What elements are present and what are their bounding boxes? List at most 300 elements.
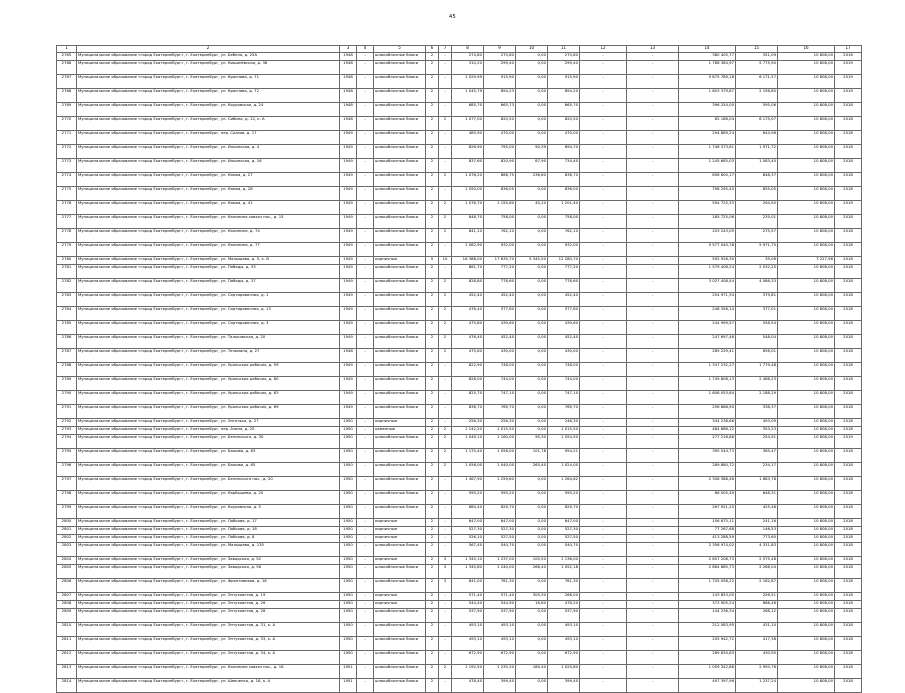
cost-per-sqm: 351,09 [736,53,778,61]
entrance-count: 2 [439,665,452,679]
wall-material: шлакоблочные блоки [374,159,426,173]
column-number-15: 15 [736,46,778,53]
wall-material: кирпичные [374,557,426,565]
reconstruction-year: - [357,679,374,693]
cost-per-sqm: 6 171,57 [736,75,778,89]
row-number: 2801 [57,527,77,535]
floor-count: 5 [426,257,439,265]
house-address: Муниципальное образование «город Екатеринбург», г. Екатеринбург, ул. Сортировочная, д. 3 [77,321,340,335]
planned-year: 2018 [835,243,862,257]
row-number: 2769 [57,103,77,117]
column-number-13: 13 [627,46,679,53]
repair-cost: 277 216,86 [679,435,736,449]
fund-column-12: - [580,131,627,145]
fund-column-12: - [580,565,627,579]
entrance-count: 2 [439,201,452,215]
repair-cost: 344 238,66 [679,419,736,427]
area-non-residential: 95,30 [516,435,548,449]
column-number-6: 6 [426,46,439,53]
fund-column-12: - [580,159,627,173]
area-residential: 781,30 [548,579,580,593]
build-year: 1948 [340,75,357,89]
planned-year: 2018 [835,491,862,505]
wall-material: шлакоблочные блоки [374,321,426,335]
reconstruction-year: - [357,579,374,593]
fund-column-13: - [627,335,679,349]
house-address: Муниципальное образование «город Екатеринбург», г. Екатеринбург, ул. Малышева, д. 135 [77,543,340,557]
area-residential: 629,70 [548,505,580,519]
max-cost-per-sqm: 10 808,00 [778,279,835,293]
house-address: Муниципальное образование «город Екатеринбург», г. Екатеринбург, ул. Сибина, д. 12, к. А [77,117,340,131]
area-non-residential: 0,00 [516,535,548,543]
total-area: 452,40 [452,293,484,307]
area-non-residential: 0,00 [516,491,548,505]
build-year: 1949 [340,307,357,321]
house-address: Муниципальное образование «город Екатеринбург», г. Екатеринбург, ул. Малышева, д. 5, к. В [77,257,340,265]
table-row [57,579,862,593]
area-non-residential: 5 345,50 [516,257,548,265]
max-cost-per-sqm: 10 808,00 [778,505,835,519]
fund-column-12: - [580,651,627,665]
total-area: 493,10 [452,637,484,651]
total-area: 476,40 [452,307,484,321]
cost-per-sqm: 6 175,07 [736,117,778,131]
fund-column-12: - [580,145,627,159]
cost-per-sqm: 5 775,90 [736,61,778,75]
floor-count: 2 [426,377,439,391]
repair-cost: 185 725,06 [679,215,736,229]
area-residential: 527,50 [548,535,580,543]
column-number-8: 8 [452,46,484,53]
repair-cost: 203 243,05 [679,229,736,243]
area-residential: 399,40 [548,679,580,693]
cost-per-sqm: 35,06 [736,257,778,265]
wall-material: шлакоблочные блоки [374,491,426,505]
area-non-residential: 0,00 [516,307,548,321]
repair-cost: 244 999,57 [679,321,736,335]
repair-cost: 484 686,12 [679,427,736,435]
fund-column-13: - [627,293,679,307]
build-year: 1950 [340,543,357,557]
wall-material: шлакоблочные блоки [374,377,426,391]
floor-count: 2 [426,463,439,477]
table-row [57,89,862,103]
area-residential: 744,00 [548,377,580,391]
floor-count: 2 [426,527,439,535]
max-cost-per-sqm: 10 808,00 [778,159,835,173]
table-row [57,405,862,419]
house-address: Муниципальное образование «город Екатеринбург», г. Екатеринбург, ул. Калинина, д. 74 [77,229,340,243]
floor-count: 2 [426,61,439,75]
entrance-count: - [439,477,452,491]
house-address: Муниципальное образование «город Екатеринбург», г. Екатеринбург, ул. Ильинская, д. 4 [77,145,340,159]
fund-column-13: - [627,229,679,243]
entrance-count: - [439,601,452,609]
wall-material: кирпичные [374,535,426,543]
table-row [57,477,862,491]
fund-column-13: - [627,557,679,565]
fund-column-13: - [627,623,679,637]
table-row [57,103,862,117]
planned-year: 2018 [835,505,862,519]
area-residential: 778,60 [548,279,580,293]
fund-column-13: - [627,535,679,543]
house-address: Муниципальное образование «город Екатеринбург», г. Екатеринбург, ул. Шевченко, д. 18, к. А [77,679,340,693]
build-year: 1950 [340,565,357,579]
reconstruction-year: - [357,117,374,131]
build-year: 1950 [340,593,357,601]
cost-per-sqm: 294,50 [736,201,778,215]
area-residential: 12 280,70 [548,257,580,265]
entrance-count: - [439,505,452,519]
table-row [57,335,862,349]
area-residential: 246,30 [548,419,580,427]
floor-count: 2 [426,449,439,463]
reconstruction-year: - [357,637,374,651]
column-number-1: 1 [57,46,77,53]
planned-year: 2018 [835,265,862,279]
build-year: 1949 [340,335,357,349]
area-premises: 748,00 [484,363,516,377]
fund-column-12: - [580,187,627,201]
row-number: 2789 [57,377,77,391]
wall-material: шлакоблочные блоки [374,293,426,307]
area-premises: 439,60 [484,321,516,335]
fund-column-13: - [627,159,679,173]
cost-per-sqm: 2 188,29 [736,391,778,405]
house-address: Муниципальное образование «город Екатеринбург», г. Екатеринбург, ул. Коуровская, д. 5 [77,505,340,519]
cost-per-sqm: 1 779,48 [736,363,778,377]
wall-material: шлакоблочные блоки [374,477,426,491]
floor-count: 2 [426,243,439,257]
cost-per-sqm: 417,38 [736,637,778,651]
max-cost-per-sqm: 10 808,00 [778,229,835,243]
house-address: Муниципальное образование «город Екатеринбург», г. Екатеринбург, ул. Коуровская, д. 24 [77,103,340,117]
repair-cost: 1 749 808,13 [679,377,736,391]
floor-count: 2 [426,665,439,679]
house-address: Муниципальное образование «город Екатеринбург», г. Екатеринбург, ул. Уральских рабочих, д. 63 [77,391,340,405]
entrance-count: - [439,243,452,257]
reconstruction-year: - [357,363,374,377]
total-area: 848,70 [452,215,484,229]
total-area: 672,90 [452,651,484,665]
area-non-residential: 0,00 [516,405,548,419]
entrance-count: - [439,61,452,75]
area-residential: 595,20 [548,491,580,505]
reconstruction-year: - [357,173,374,187]
table-row [57,257,862,265]
fund-column-13: - [627,187,679,201]
repair-cost: 256 868,90 [679,405,736,419]
total-area: 571,40 [452,593,484,601]
fund-column-12: - [580,335,627,349]
fund-column-13: - [627,419,679,427]
reconstruction-year: - [357,349,374,363]
total-area: 475,60 [452,349,484,363]
wall-material: шлакоблочные блоки [374,279,426,293]
total-area: 1 345,80 [452,565,484,579]
planned-year: 2018 [835,229,862,243]
row-number: 2783 [57,293,77,307]
total-area: 1 050,00 [452,187,484,201]
area-residential: 1 264,62 [548,477,580,491]
cost-per-sqm: 4 331,83 [736,543,778,557]
planned-year: 2018 [835,449,862,463]
house-address: Муниципальное образование «город Екатеринбург», г. Екатеринбург, ул. Калинина, д. 77 [77,243,340,257]
reconstruction-year: - [357,593,374,601]
row-number: 2807 [57,593,77,601]
area-premises: 769,70 [484,405,516,419]
area-residential: 820,50 [548,117,580,131]
reconstruction-year: - [357,535,374,543]
max-cost-per-sqm: 10 808,00 [778,665,835,679]
cost-per-sqm: 377,01 [736,307,778,321]
cost-per-sqm: 595,06 [736,103,778,117]
build-year: 1949 [340,159,357,173]
fund-column-13: - [627,173,679,187]
fund-column-13: - [627,679,679,693]
total-area: 1 467,90 [452,477,484,491]
entrance-count: - [439,377,452,391]
fund-column-12: - [580,89,627,103]
house-address: Муниципальное образование «город Екатеринбург», г. Екатеринбург, ул. Энтузиастов, д. 31, к. А [77,623,340,637]
table-row [57,145,862,159]
fund-column-12: - [580,435,627,449]
entrance-count: - [439,145,452,159]
fund-column-13: - [627,651,679,665]
max-cost-per-sqm: 10 808,00 [778,405,835,419]
build-year: 1949 [340,321,357,335]
fund-column-13: - [627,243,679,257]
build-year: 1950 [340,651,357,665]
table-row [57,449,862,463]
total-area: 826,90 [452,145,484,159]
entrance-count: - [439,391,452,405]
table-row [57,377,862,391]
build-year: 1950 [340,623,357,637]
row-number: 2768 [57,89,77,103]
total-area: 1 056,00 [452,463,484,477]
fund-column-13: - [627,391,679,405]
table-row [57,535,862,543]
area-premises: 299,40 [484,61,516,75]
area-residential: 836,00 [548,187,580,201]
build-year: 1949 [340,405,357,419]
cost-per-sqm: 430,95 [736,651,778,665]
cost-per-sqm: 648,31 [736,491,778,505]
table-row [57,637,862,651]
entrance-count: - [439,637,452,651]
repair-cost: 77 267,68 [679,527,736,535]
reconstruction-year: - [357,145,374,159]
area-premises: 894,23 [484,89,516,103]
column-number-3: 3 [340,46,357,53]
house-address: Муниципальное образование «город Екатеринбург», г. Екатеринбург, ул. Камка, д. 27 [77,173,340,187]
total-area: 684,40 [452,505,484,519]
max-cost-per-sqm: 10 808,00 [778,679,835,693]
repair-cost: 1 803 379,87 [679,89,736,103]
area-non-residential: 87,90 [516,159,548,173]
row-number: 2812 [57,651,77,665]
column-number-11: 11 [548,46,580,53]
planned-year: 2018 [835,535,862,543]
wall-material: шлакоблочные блоки [374,215,426,229]
max-cost-per-sqm: 7 227,96 [778,257,835,265]
house-address: Муниципальное образование «город Екатеринбург», г. Екатеринбург, ул. Кишинёвская, д. 38 [77,61,340,75]
area-residential: 527,30 [548,527,580,535]
area-non-residential: 0,00 [516,419,548,427]
area-non-residential: 0,00 [516,53,548,61]
entrance-count: 2 [439,463,452,477]
table-row [57,527,862,535]
table-row [57,665,862,679]
entrance-count: 2 [439,307,452,321]
wall-material: шлакоблочные блоки [374,391,426,405]
cost-per-sqm: 235,01 [736,215,778,229]
house-address: Муниципальное образование «город Екатеринбург», г. Екатеринбург, ул. Энгельса, д. 27 [77,419,340,427]
total-area: 475,80 [452,321,484,335]
house-address: Муниципальное образование «город Екатеринбург», г. Екатеринбург, ул. Уральских рабочих, д. 60 [77,377,340,391]
floor-count: 2 [426,535,439,543]
row-number: 2796 [57,463,77,477]
entrance-count: 2 [439,349,452,363]
repair-cost: 5 577 040,78 [679,243,736,257]
planned-year: 2018 [835,419,862,427]
max-cost-per-sqm: 10 808,00 [778,363,835,377]
house-address: Муниципальное образование «город Екатеринбург», г. Екатеринбург, ул. Лобкова, д. 18 [77,527,340,535]
fund-column-12: - [580,117,627,131]
table-row [57,279,862,293]
build-year: 1950 [340,519,357,527]
cost-per-sqm: 5 971,75 [736,243,778,257]
house-address: Муниципальное образование «город Екатеринбург», г. Екатеринбург, ул. Белинского, д. 30 [77,435,340,449]
table-row [57,61,862,75]
entrance-count: 3 [439,565,452,579]
build-year: 1950 [340,491,357,505]
repair-cost: 390 544,73 [679,449,736,463]
fund-column-12: - [580,679,627,693]
build-year: 1949 [340,257,357,265]
fund-column-12: - [580,601,627,609]
table-row [57,679,862,693]
wall-material: шлакоблочные блоки [374,117,426,131]
area-residential: 894,20 [548,89,580,103]
build-year: 1949 [340,131,357,145]
reconstruction-year: - [357,265,374,279]
total-area: 841,10 [452,229,484,243]
fund-column-12: - [580,405,627,419]
area-premises: 540,70 [484,543,516,557]
fund-column-12: - [580,349,627,363]
area-non-residential: 0,00 [516,229,548,243]
wall-material: шлакоблочные блоки [374,187,426,201]
floor-count: 2 [426,405,439,419]
entrance-count: 2 [439,435,452,449]
repair-cost: 1 786 384,97 [679,61,736,75]
row-number: 2809 [57,609,77,623]
cost-per-sqm: 848,37 [736,173,778,187]
wall-material: шлакоблочные блоки [374,61,426,75]
table-row [57,601,862,609]
wall-material: шлакоблочные блоки [374,131,426,145]
area-residential: 299,40 [548,61,580,75]
area-non-residential: 265,40 [516,463,548,477]
area-residential: 1 201,40 [548,201,580,215]
planned-year: 2018 [835,159,862,173]
area-non-residential: 0,00 [516,103,548,117]
area-premises: 1 015,50 [484,427,516,435]
column-number-17: 17 [835,46,862,53]
repair-cost: 497 397,96 [679,679,736,693]
entrance-count: 2 [439,117,452,131]
floor-count: 2 [426,307,439,321]
entrance-count: - [439,609,452,623]
planned-year: 2018 [835,679,862,693]
reconstruction-year: - [357,293,374,307]
entrance-count: - [439,519,452,527]
build-year: 1949 [340,229,357,243]
area-non-residential: 0,00 [516,321,548,335]
area-non-residential: 16,80 [516,601,548,609]
total-area: 837,60 [452,159,484,173]
area-premises: 836,05 [484,187,516,201]
wall-material: шлакоблочные блоки [374,505,426,519]
build-year: 1949 [340,145,357,159]
area-premises: 820,90 [484,159,516,173]
build-year: 1950 [340,637,357,651]
floor-count: 2 [426,427,439,435]
reconstruction-year: - [357,75,374,89]
floor-count: 2 [426,557,439,565]
row-number: 2779 [57,243,77,257]
reconstruction-year: - [357,187,374,201]
total-area: 822,90 [452,363,484,377]
house-address: Муниципальное образование «город Екатеринбург», г. Екатеринбург, ул. Лобкова, д. 8 [77,535,340,543]
entrance-count: - [439,651,452,665]
area-residential: 266,00 [548,593,580,601]
fund-column-13: - [627,405,679,419]
row-number: 2810 [57,623,77,637]
total-area: 1 082,90 [452,243,484,257]
fund-column-13: - [627,201,679,215]
repair-cost: 156 675,11 [679,519,736,527]
fund-column-12: - [580,53,627,61]
floor-count: 2 [426,89,439,103]
fund-column-12: - [580,229,627,243]
house-address: Муниципальное образование «город Екатеринбург», г. Екатеринбург, ул. Уральских рабочих, д. 59 [77,363,340,377]
area-non-residential: 0,00 [516,637,548,651]
repair-cost: 413 288,59 [679,535,736,543]
area-premises: 270,80 [484,53,516,61]
area-residential: 493,10 [548,637,580,651]
area-residential: 1 054,50 [548,435,580,449]
wall-material: шлакоблочные блоки [374,463,426,477]
planned-year: 2018 [835,579,862,593]
row-number: 2771 [57,131,77,145]
area-residential: 1 015,50 [548,427,580,435]
fund-column-12: - [580,557,627,565]
max-cost-per-sqm: 10 808,00 [778,651,835,665]
total-area: 841,00 [452,579,484,593]
area-non-residential: 0,00 [516,117,548,131]
area-premises: 762,10 [484,229,516,243]
cost-per-sqm: 1 971,72 [736,145,778,159]
house-address: Муниципальное образование «город Екатеринбург», г. Екатеринбург, ул. Сортировочная, д. 1 [77,293,340,307]
row-number: 2776 [57,201,77,215]
max-cost-per-sqm: 10 808,00 [778,519,835,527]
max-cost-per-sqm: 10 808,00 [778,601,835,609]
table-row [57,651,862,665]
